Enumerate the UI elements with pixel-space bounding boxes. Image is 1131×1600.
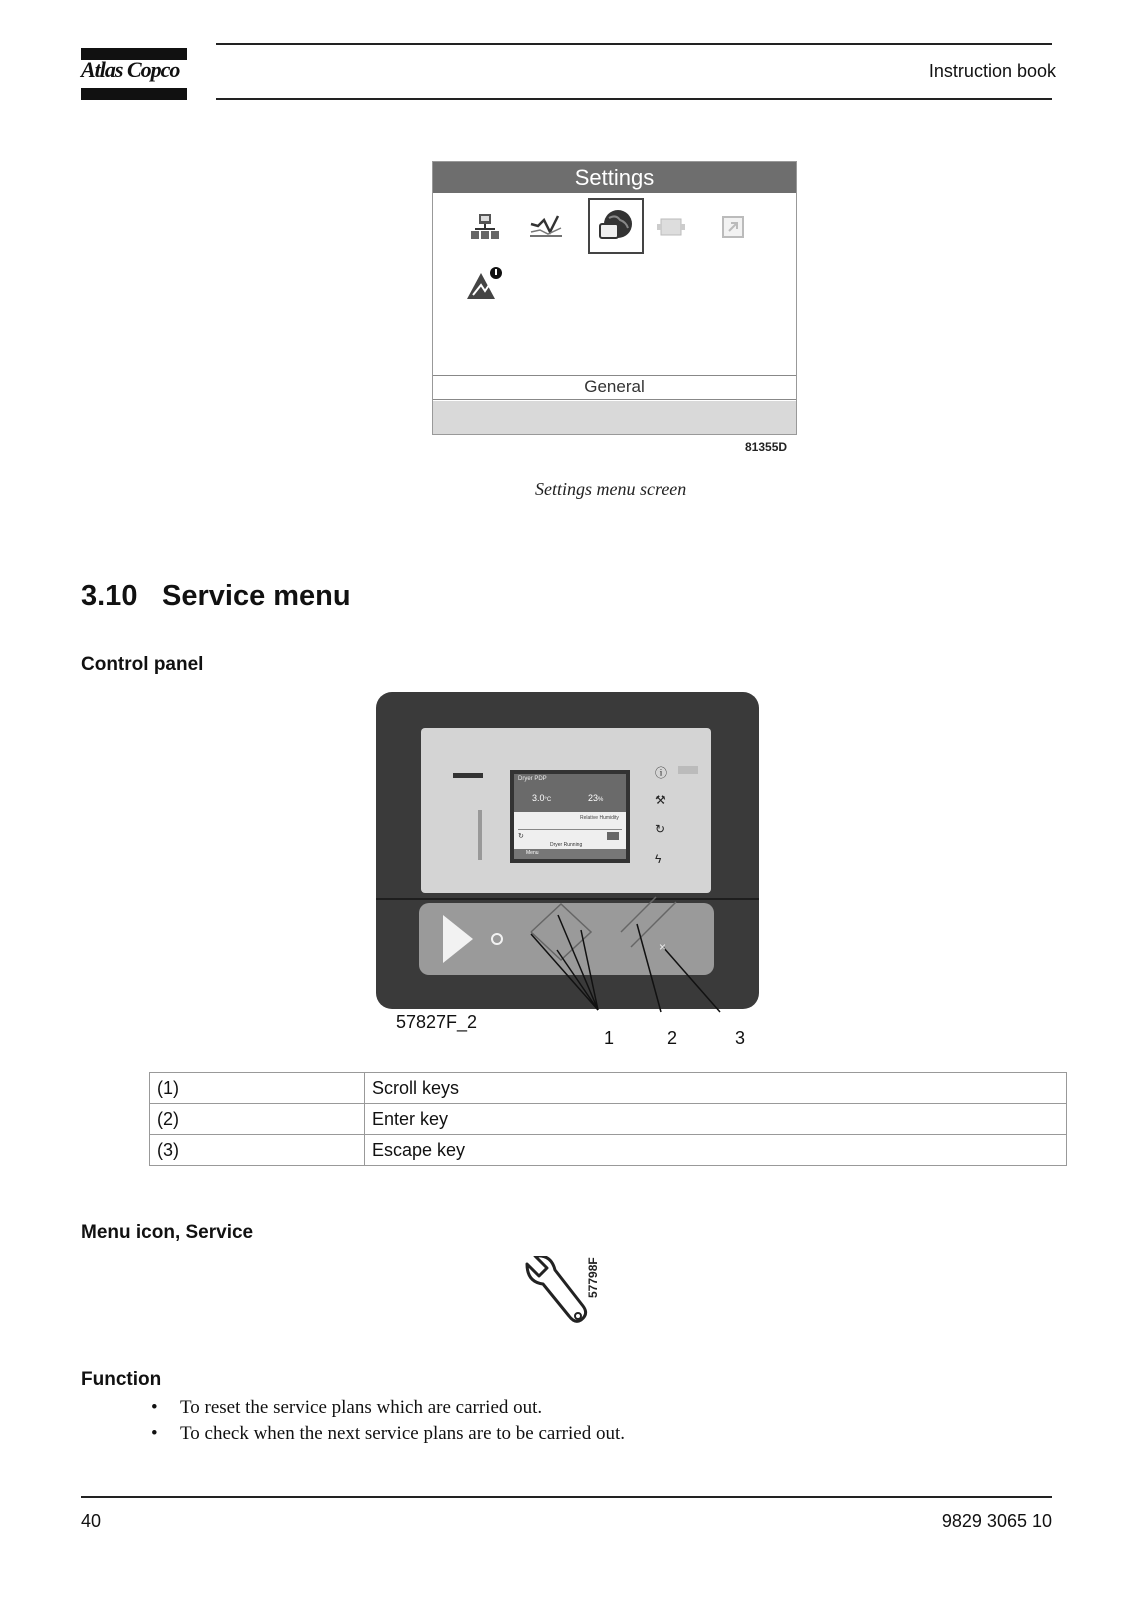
table-cell-number: (1) <box>150 1073 365 1104</box>
globe-display-icon <box>588 198 644 254</box>
document-number: 9829 3065 10 <box>941 1511 1052 1531</box>
control-panel-heading: Control panel <box>81 654 204 675</box>
section-title <box>81 580 351 613</box>
table-cell-label: Enter key <box>365 1104 1067 1135</box>
table-cell-label: Scroll keys <box>365 1073 1067 1104</box>
table-cell-label: Escape key <box>365 1135 1067 1166</box>
function-heading: Function <box>81 1369 162 1390</box>
footer-rule <box>81 1496 1052 1498</box>
settings-figure-code: 81355D <box>745 440 788 454</box>
voltage-led-icon: ϟ <box>655 852 662 866</box>
callout-2: 2 <box>667 1028 678 1048</box>
display-menu-label: Menu <box>526 850 539 856</box>
service-led-icon: ⚒ <box>655 793 666 807</box>
svg-text:×: × <box>659 940 667 954</box>
service-wrench-icon <box>521 1256 591 1333</box>
section-number: 3.10 <box>81 580 138 612</box>
header-title: Instruction book <box>928 61 1056 81</box>
trend-icon <box>526 207 566 247</box>
display-label-rh: Relative Humidity <box>580 815 619 821</box>
table-row <box>150 1104 1067 1135</box>
keypad-callouts <box>376 692 759 1042</box>
table-row <box>150 1135 1067 1166</box>
table-cell-number: (2) <box>150 1104 365 1135</box>
callout-1: 1 <box>604 1028 615 1048</box>
settings-screen-figure <box>432 161 797 435</box>
memory-icon <box>651 207 691 247</box>
page-number: 40 <box>81 1511 102 1531</box>
table-row <box>150 1073 1067 1104</box>
alarm-led-icon: ⓘ <box>655 766 668 780</box>
settings-screen-title: Settings <box>433 162 796 193</box>
logo-bar-bottom <box>81 88 187 100</box>
display-status-icons: ↻ <box>518 833 524 840</box>
header-rule-top <box>216 43 1052 45</box>
brand-logo: Atlas Copco <box>81 57 180 82</box>
automatic-led-icon: ↻ <box>655 822 666 836</box>
callout-3: 3 <box>735 1028 746 1048</box>
list-item: • To reset the service plans which are carried out. <box>150 1395 625 1421</box>
settings-screen-footer: General <box>433 377 796 400</box>
header-rule-bottom <box>216 98 1052 100</box>
display-value-pdp: 3.0 <box>532 793 545 803</box>
section-name: Service menu <box>162 580 351 612</box>
control-panel-figure-code: 57827F_2 <box>396 1012 478 1032</box>
display-label-pdp: Dryer PDP <box>518 776 547 782</box>
screen-divider <box>433 375 796 376</box>
key-legend-table <box>149 1072 1067 1166</box>
export-icon <box>713 207 753 247</box>
display-unit-rh: % <box>598 797 604 803</box>
function-list <box>150 1395 625 1447</box>
network-icon <box>465 207 505 247</box>
display-status: Dryer Running <box>550 842 583 848</box>
display-unit-pdp: °C <box>544 797 552 803</box>
menu-icon-heading: Menu icon, Service <box>81 1222 254 1243</box>
list-item: • To check when the next service plans are to be carried out. <box>150 1421 625 1447</box>
display-value-rh: 23 <box>588 793 599 803</box>
settings-figure-caption: Settings menu screen <box>535 479 687 499</box>
alarm-warning-icon <box>463 264 503 304</box>
screen-bottom-bar <box>433 401 796 434</box>
table-cell-number: (3) <box>150 1135 365 1166</box>
menu-icon-figure-code: 57798F <box>586 1257 600 1298</box>
